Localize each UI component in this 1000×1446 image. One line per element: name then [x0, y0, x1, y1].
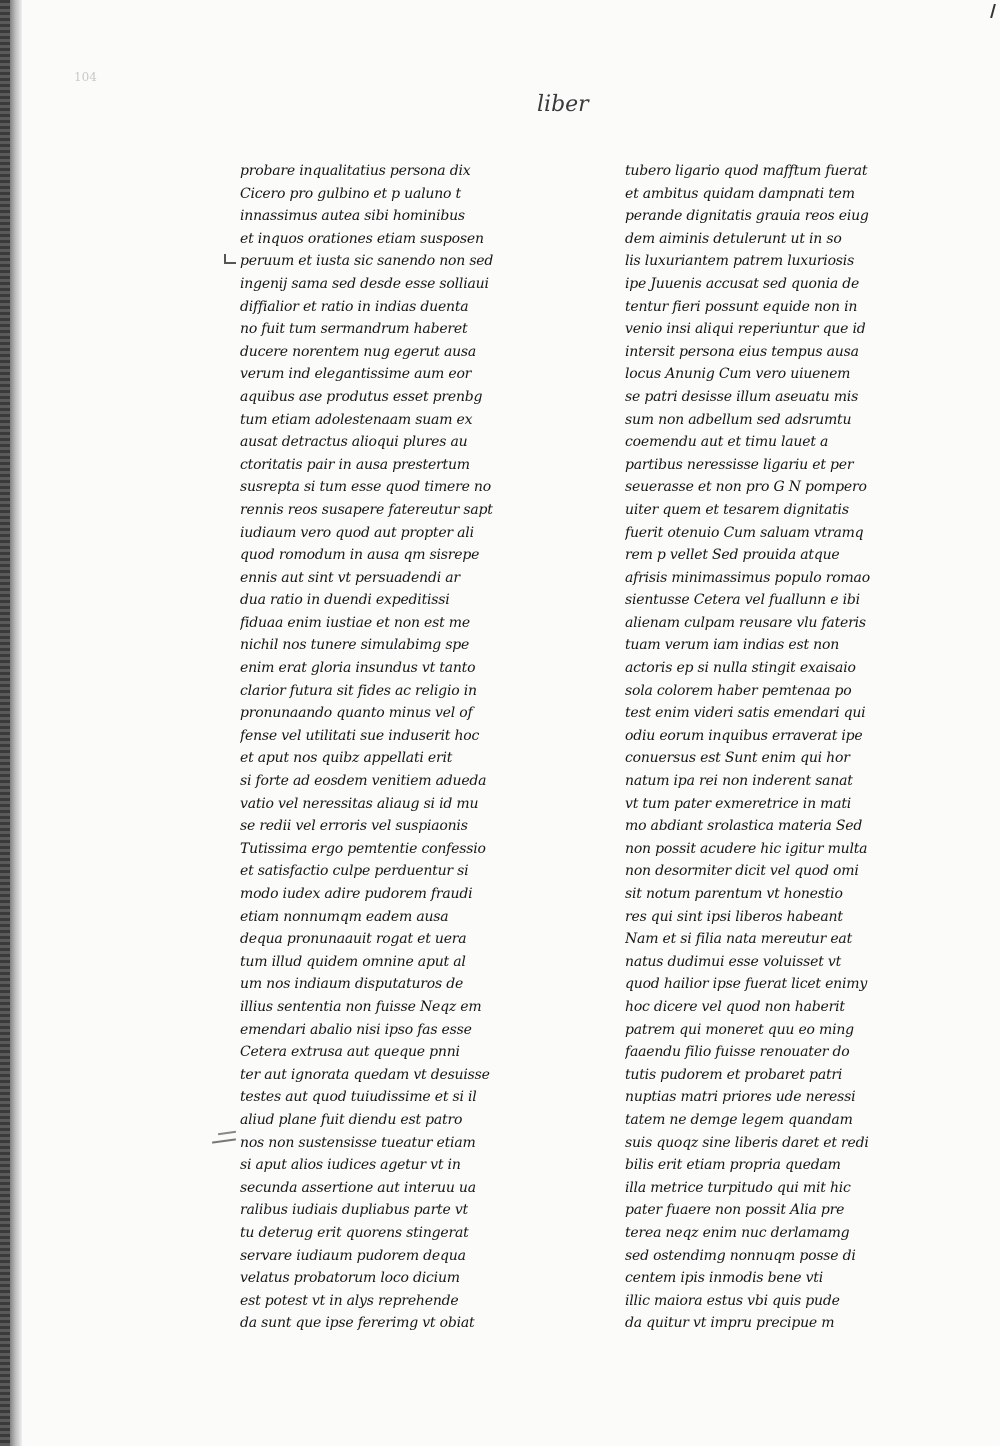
text-line: natum ipa rei non inderent sanat: [625, 773, 853, 790]
text-line: modo iudex adire pudorem fraudi: [240, 886, 473, 902]
text-line: sola colorem haber pemtenaa po: [625, 682, 852, 699]
text-line: no fuit tum sermandrum haberet: [240, 321, 468, 338]
text-line: Cicero pro gulbino et p ualuno t: [240, 185, 461, 202]
text-line: ausat detractus alioqui plures au: [240, 434, 468, 451]
text-line: pater fuaere non possit Alia pre: [625, 1202, 845, 1219]
corner-mark-icon: [980, 4, 996, 18]
text-line: fiduaa enim iustiae et non est me: [240, 614, 470, 631]
text-line: ctoritatis pair in ausa prestertum: [240, 456, 470, 473]
text-line: rem p vellet Sed prouida atque: [625, 547, 840, 564]
text-line: peruum et iusta sic sanendo non sed: [240, 253, 494, 270]
text-line: tutis pudorem et probaret patri: [625, 1066, 843, 1083]
text-line: tu deterug erit quorens stingerat: [240, 1224, 469, 1241]
text-line: pronunaando quanto minus vel of: [240, 705, 473, 722]
text-line: alienam culpam reusare vlu fateris: [625, 614, 866, 631]
text-line: sientusse Cetera vel fuallunn e ibi: [625, 592, 860, 609]
text-line: Cetera extrusa aut queque pnni: [240, 1044, 460, 1061]
text-line: rennis reos susapere fatereutur sapt: [240, 501, 493, 518]
text-line: clarior futura sit fides ac religio in: [240, 682, 477, 699]
text-line: et inquos orationes etiam susposen: [240, 230, 484, 247]
text-line: emendari abalio nisi ipso fas esse: [240, 1021, 472, 1038]
text-line: testes aut quod tuiudissime et si il: [240, 1089, 477, 1106]
text-line: mo abdiant srolastica materia Sed: [625, 818, 863, 835]
text-line: locus Anunig Cum vero uiuenem: [625, 366, 851, 383]
text-line: suis quoqz sine liberis daret et redi: [625, 1134, 869, 1151]
text-line: enim erat gloria insundus vt tanto: [240, 660, 476, 677]
text-line: est potest vt in alys reprehende: [240, 1292, 459, 1309]
text-line: sum non adbellum sed adsrumtu: [625, 411, 852, 428]
text-line: illa metrice turpitudo qui mit hic: [625, 1179, 851, 1196]
text-line: dequa pronunaauit rogat et uera: [240, 931, 467, 948]
text-line: bilis erit etiam propria quedam: [625, 1157, 841, 1174]
text-line: fuerit otenuio Cum saluam vtramq: [625, 524, 864, 541]
text-line: dem aiminis detulerunt ut in so: [625, 230, 842, 247]
text-line: tum etiam adolestenaam suam ex: [240, 411, 473, 428]
text-line: sed ostendimg nonnuqm posse di: [625, 1247, 856, 1264]
text-line: perande dignitatis grauia reos eiug: [625, 208, 869, 225]
text-line: ennis aut sint vt persuadendi ar: [240, 569, 460, 586]
text-line: hoc dicere vel quod non haberit: [625, 998, 845, 1015]
text-line: natus dudimui esse voluisset vt: [625, 953, 842, 970]
text-line: vatio vel neressitas aliaug si id mu: [240, 795, 479, 812]
margin-dash-icon: [218, 1131, 236, 1135]
text-line: patrem qui moneret quu eo ming: [625, 1021, 854, 1038]
text-line: quod hailior ipse fuerat licet enimy: [625, 976, 868, 993]
text-line: coemendu aut et timu lauet a: [625, 434, 829, 451]
text-line: Nam et si filia nata mereutur eat: [625, 931, 852, 948]
text-line: velatus probatorum loco dicium: [240, 1270, 460, 1287]
text-line: nichil nos tunere simulabimg spe: [240, 637, 470, 654]
text-line: susrepta si tum esse quod timere no: [240, 479, 491, 496]
text-line: odiu eorum inquibus erraverat ipe: [625, 727, 863, 744]
text-line: secunda assertione aut interuu ua: [240, 1179, 476, 1196]
text-line: etiam nonnumqm eadem ausa: [240, 908, 449, 925]
text-line: aliud plane fuit diendu est patro: [240, 1111, 463, 1128]
text-line: non possit acudere hic igitur multa: [625, 840, 868, 857]
text-line: illic maiora estus vbi quis pude: [625, 1292, 840, 1309]
text-column-right: [625, 160, 945, 1335]
text-line: sit notum parentum vt honestio: [625, 886, 843, 902]
text-line: tum illud quidem omnine aput al: [240, 953, 466, 970]
margin-dash-icon: [212, 1138, 236, 1143]
text-line: afrisis minimassimus populo romao: [625, 569, 870, 586]
text-line: nuptias matri priores ude neressi: [625, 1089, 856, 1106]
text-line: tentur fieri possunt equide non in: [625, 298, 858, 315]
margin-hook-icon: [224, 254, 236, 264]
text-line: venio insi aliqui reperiuntur que id: [625, 321, 866, 338]
text-line: da sunt que ipse fererimg vt obiat: [240, 1315, 475, 1332]
text-line: res qui sint ipsi liberos habeant: [625, 908, 843, 925]
text-line: ralibus iudiais dupliabus parte vt: [240, 1202, 468, 1219]
text-line: partibus neressisse ligariu et per: [625, 456, 854, 473]
text-line: actoris ep si nulla stingit exaisaio: [625, 660, 856, 677]
text-line: ducere norentem nug egerut ausa: [240, 343, 477, 360]
text-line: ipe Juuenis accusat sed quonia de: [625, 275, 860, 292]
text-line: aquibus ase produtus esset prenbg: [240, 388, 483, 405]
text-line: et satisfactio culpe perduentur si: [240, 863, 469, 880]
text-line: innassimus autea sibi hominibus: [240, 208, 465, 225]
text-line: seuerasse et non pro G N pompero: [625, 479, 867, 496]
text-line: illius sententia non fuisse Neqz em: [240, 998, 482, 1015]
text-line: si forte ad eosdem venitiem adueda: [240, 773, 487, 790]
text-line: terea neqz enim nuc derlamamg: [625, 1224, 850, 1241]
text-line: non desormiter dicit vel quod omi: [625, 863, 859, 880]
text-line: intersit persona eius tempus ausa: [625, 343, 859, 360]
text-line: quod romodum in ausa qm sisrepe: [240, 547, 480, 564]
text-line: dua ratio in duendi expeditissi: [240, 592, 450, 609]
running-head: liber: [537, 92, 589, 117]
text-line: um nos indiaum disputaturos de: [240, 976, 464, 993]
text-line: Tutissima ergo pemtentie confessio: [240, 840, 486, 857]
text-line: tuam verum iam indias est non: [625, 637, 840, 654]
text-line: servare iudiaum pudorem dequa: [240, 1247, 466, 1264]
text-line: tubero ligario quod mafftum fuerat: [625, 163, 868, 179]
text-line: nos non sustensisse tueatur etiam: [240, 1134, 476, 1151]
text-line: faaendu filio fuisse renouater do: [625, 1044, 850, 1061]
text-line: da quitur vt impru precipue m: [625, 1315, 835, 1332]
text-line: probare inqualitatius persona dix: [240, 163, 471, 179]
text-line: se patri desisse illum aseuatu mis: [625, 388, 859, 405]
text-column-left: [240, 160, 580, 1335]
text-line: verum ind elegantissime aum eor: [240, 366, 472, 383]
text-line: diffialior et ratio in indias duenta: [240, 298, 469, 315]
text-line: si aput alios iudices agetur vt in: [240, 1157, 461, 1174]
text-line: vt tum pater exmeretrice in mati: [625, 795, 852, 812]
folio-mark: 104: [74, 70, 97, 84]
text-line: lis luxuriantem patrem luxuriosis: [625, 253, 855, 270]
text-line: iudiaum vero quod aut propter ali: [240, 524, 474, 541]
text-line: et aput nos quibz appellati erit: [240, 750, 453, 767]
text-line: uiter quem et tesarem dignitatis: [625, 501, 849, 518]
text-line: et ambitus quidam dampnati tem: [625, 185, 855, 202]
text-line: ingenij sama sed desde esse solliaui: [240, 275, 489, 292]
text-line: tatem ne demge legem quandam: [625, 1111, 853, 1128]
text-line: fense vel utilitati sue induserit hoc: [240, 727, 480, 744]
text-line: conuersus est Sunt enim qui hor: [625, 750, 850, 767]
text-line: centem ipis inmodis bene vti: [625, 1270, 824, 1287]
text-line: se redii vel erroris vel suspiaonis: [240, 818, 468, 835]
page-edge-strip: [0, 0, 10, 1446]
text-line: test enim videri satis emendari qui: [625, 705, 866, 722]
text-line: ter aut ignorata quedam vt desuisse: [240, 1066, 490, 1083]
